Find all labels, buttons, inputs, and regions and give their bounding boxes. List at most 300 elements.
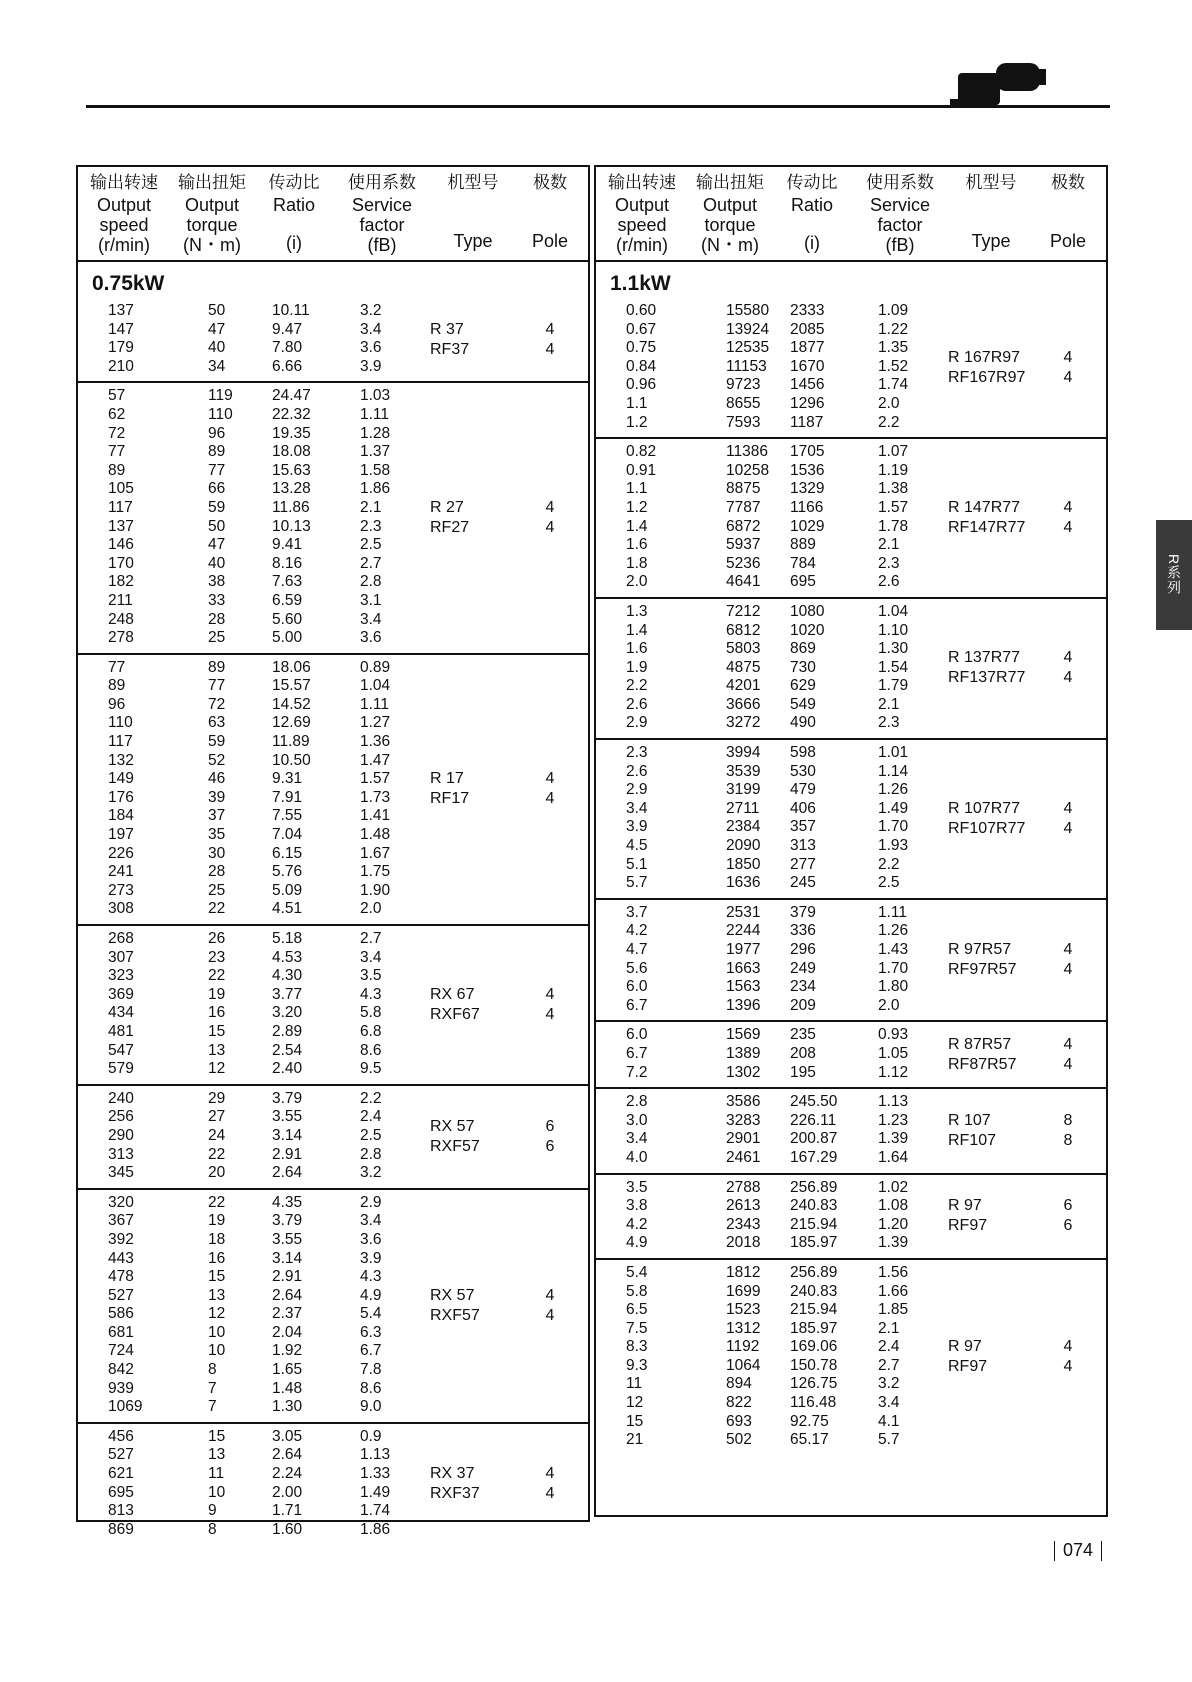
speed-cell: 5.7 bbox=[626, 874, 648, 892]
torque-cell: 39 bbox=[208, 788, 226, 806]
service-factor-cell: 1.13 bbox=[878, 1093, 909, 1111]
type-label: RF17 bbox=[430, 790, 470, 808]
ratio-cell: 549 bbox=[790, 695, 816, 713]
header-cn: 输出扭矩 bbox=[696, 173, 764, 192]
speed-cell: 4.5 bbox=[626, 837, 648, 855]
type-cell bbox=[430, 298, 516, 381]
ratio-cell: 169.06 bbox=[790, 1338, 838, 1356]
speed-cell: 308 bbox=[108, 900, 134, 918]
service-factor-cell: 3.9 bbox=[360, 357, 382, 375]
type-cell bbox=[430, 383, 516, 652]
ratio-cell: 240.83 bbox=[790, 1197, 838, 1215]
service-factor-cell: 2.6 bbox=[878, 573, 900, 591]
torque-cell: 12535 bbox=[726, 339, 770, 357]
ratio-cell: 15.63 bbox=[272, 461, 311, 479]
torque-cell: 96 bbox=[208, 424, 226, 442]
ratio-cell: 245.50 bbox=[790, 1093, 838, 1111]
speed-cell: 12 bbox=[626, 1394, 644, 1412]
speed-cell: 1.4 bbox=[626, 621, 648, 639]
speed-cell: 211 bbox=[108, 591, 133, 609]
service-factor-cell: 1.26 bbox=[878, 922, 909, 940]
torque-cell: 1302 bbox=[726, 1063, 761, 1081]
speed-cell: 6.7 bbox=[626, 996, 648, 1014]
column-header bbox=[170, 167, 254, 260]
type-label: RXF37 bbox=[430, 1485, 480, 1503]
ratio-cell: 730 bbox=[790, 658, 816, 676]
torque-cell: 72 bbox=[208, 695, 226, 713]
pole-label: 4 bbox=[1063, 348, 1073, 366]
service-factor-cell: 1.85 bbox=[878, 1301, 909, 1319]
torque-cell: 15 bbox=[208, 1268, 226, 1286]
ratio-cell: 3.05 bbox=[272, 1427, 303, 1445]
torque-cell: 1699 bbox=[726, 1282, 761, 1300]
header-unit: (N・m) bbox=[183, 235, 241, 255]
ratio-cell: 8.16 bbox=[272, 554, 303, 572]
type-label: RF167R97 bbox=[948, 368, 1026, 386]
speed-cell: 478 bbox=[108, 1268, 134, 1286]
speed-cell: 5.6 bbox=[626, 959, 648, 977]
service-factor-cell: 3.2 bbox=[360, 1164, 382, 1182]
header-en: factor bbox=[877, 215, 923, 235]
service-factor-cell: 5.4 bbox=[360, 1305, 382, 1323]
pole-label: 4 bbox=[1063, 368, 1073, 386]
service-factor-cell: 1.58 bbox=[360, 461, 391, 479]
group-rows bbox=[596, 1175, 948, 1258]
ratio-cell: 7.04 bbox=[272, 826, 303, 844]
torque-cell: 1850 bbox=[726, 855, 761, 873]
type-label: R 137R77 bbox=[948, 649, 1021, 667]
header-en: Service bbox=[351, 195, 413, 215]
pole-cell bbox=[1034, 1022, 1102, 1087]
torque-cell: 59 bbox=[208, 498, 226, 516]
type-cell bbox=[430, 655, 516, 924]
torque-cell: 693 bbox=[726, 1412, 752, 1430]
pole-label: 4 bbox=[545, 1306, 555, 1324]
speed-cell: 1.1 bbox=[626, 394, 648, 412]
service-factor-cell: 9.5 bbox=[360, 1060, 382, 1078]
ratio-cell: 1.30 bbox=[272, 1398, 303, 1416]
pole-label: 4 bbox=[1063, 649, 1073, 667]
header-cn: 使用系数 bbox=[866, 173, 934, 192]
torque-cell: 33 bbox=[208, 591, 226, 609]
torque-cell: 47 bbox=[208, 320, 226, 338]
torque-cell: 3994 bbox=[726, 744, 761, 762]
service-factor-cell: 2.1 bbox=[360, 498, 382, 516]
speed-cell: 11 bbox=[626, 1375, 643, 1393]
header-unit: Type bbox=[971, 231, 1011, 251]
service-factor-cell: 6.7 bbox=[360, 1342, 382, 1360]
ratio-cell: 357 bbox=[790, 818, 816, 836]
header-en: speed bbox=[617, 215, 667, 235]
speed-cell: 0.60 bbox=[626, 302, 657, 319]
group-rows bbox=[596, 439, 948, 597]
ratio-cell: 116.48 bbox=[790, 1394, 837, 1412]
service-factor-cell: 1.11 bbox=[360, 695, 390, 713]
header-unit: Pole bbox=[531, 231, 569, 251]
type-label: RF97 bbox=[948, 1358, 988, 1376]
torque-cell: 15 bbox=[208, 1427, 226, 1445]
type-label: RX 57 bbox=[430, 1286, 475, 1304]
speed-cell: 96 bbox=[108, 695, 126, 713]
speed-cell: 137 bbox=[108, 302, 134, 319]
ratio-cell: 5.76 bbox=[272, 863, 303, 881]
torque-cell: 13 bbox=[208, 1446, 226, 1464]
ratio-cell: 479 bbox=[790, 781, 816, 799]
service-factor-cell: 3.4 bbox=[878, 1394, 900, 1412]
service-factor-cell: 2.0 bbox=[360, 900, 382, 918]
ratio-cell: 1670 bbox=[790, 357, 825, 375]
header-en: Output bbox=[96, 195, 152, 215]
speed-cell: 527 bbox=[108, 1286, 134, 1304]
service-factor-cell: 2.3 bbox=[360, 517, 382, 535]
service-factor-cell: 6.3 bbox=[360, 1323, 382, 1341]
speed-cell: 273 bbox=[108, 881, 134, 899]
service-factor-cell: 7.8 bbox=[360, 1361, 382, 1379]
torque-cell: 5803 bbox=[726, 640, 761, 658]
torque-cell: 18 bbox=[208, 1230, 226, 1248]
table-group bbox=[596, 597, 1106, 738]
torque-cell: 89 bbox=[208, 658, 226, 676]
ratio-cell: 3.79 bbox=[272, 1089, 303, 1107]
ratio-cell: 2.54 bbox=[272, 1041, 303, 1059]
type-label: R 107R77 bbox=[948, 799, 1021, 817]
ratio-cell: 2333 bbox=[790, 302, 825, 319]
header-en: Service bbox=[869, 195, 931, 215]
service-factor-cell: 2.0 bbox=[878, 996, 900, 1014]
speed-cell: 2.0 bbox=[626, 573, 648, 591]
speed-cell: 4.0 bbox=[626, 1148, 648, 1166]
service-factor-cell: 1.39 bbox=[878, 1234, 909, 1252]
pole-cell bbox=[1034, 1175, 1102, 1258]
type-label: RXF67 bbox=[430, 1005, 480, 1023]
torque-cell: 9723 bbox=[726, 376, 761, 394]
speed-cell: 323 bbox=[108, 967, 134, 985]
speed-cell: 367 bbox=[108, 1212, 134, 1230]
ratio-cell: 167.29 bbox=[790, 1148, 838, 1166]
type-label: RXF57 bbox=[430, 1306, 480, 1324]
pole-label: 4 bbox=[1063, 669, 1073, 687]
group-rows bbox=[596, 599, 948, 738]
speed-cell: 210 bbox=[108, 357, 134, 375]
ratio-cell: 2.64 bbox=[272, 1164, 303, 1182]
service-factor-cell: 1.56 bbox=[878, 1263, 909, 1281]
speed-cell: 241 bbox=[108, 863, 134, 881]
service-factor-cell: 3.9 bbox=[360, 1249, 382, 1267]
torque-cell: 27 bbox=[208, 1108, 226, 1126]
torque-cell: 77 bbox=[208, 461, 226, 479]
torque-cell: 10258 bbox=[726, 461, 770, 479]
service-factor-cell: 1.52 bbox=[878, 357, 909, 375]
group-rows bbox=[596, 740, 948, 898]
type-label: RF107 bbox=[948, 1131, 997, 1149]
speed-cell: 1.2 bbox=[626, 413, 648, 431]
pole-label: 4 bbox=[1063, 519, 1073, 537]
torque-cell: 19 bbox=[208, 985, 226, 1003]
torque-cell: 2788 bbox=[726, 1178, 761, 1196]
speed-cell: 2.8 bbox=[626, 1093, 648, 1111]
type-cell bbox=[948, 900, 1034, 1021]
torque-cell: 22 bbox=[208, 1145, 226, 1163]
speed-cell: 4.7 bbox=[626, 941, 648, 958]
speed-cell: 77 bbox=[108, 658, 126, 676]
pole-label: 4 bbox=[545, 1485, 555, 1503]
ratio-cell: 1.65 bbox=[272, 1361, 303, 1379]
service-factor-cell: 1.14 bbox=[878, 762, 909, 780]
speed-cell: 2.9 bbox=[626, 781, 648, 799]
torque-cell: 2901 bbox=[726, 1130, 761, 1148]
speed-cell: 240 bbox=[108, 1089, 134, 1107]
pole-cell bbox=[1034, 900, 1102, 1021]
torque-cell: 26 bbox=[208, 930, 226, 947]
torque-cell: 50 bbox=[208, 302, 226, 319]
type-cell bbox=[948, 439, 1034, 597]
speed-cell: 290 bbox=[108, 1126, 134, 1144]
column-header bbox=[254, 167, 334, 260]
ratio-cell: 2.89 bbox=[272, 1022, 303, 1040]
type-label: RF137R77 bbox=[948, 669, 1026, 687]
torque-cell: 12 bbox=[208, 1305, 226, 1323]
service-factor-cell: 5.7 bbox=[878, 1431, 900, 1449]
ratio-cell: 256.89 bbox=[790, 1178, 838, 1196]
speed-cell: 579 bbox=[108, 1060, 134, 1078]
ratio-cell: 18.06 bbox=[272, 658, 311, 676]
ratio-cell: 1877 bbox=[790, 339, 825, 357]
service-factor-cell: 3.5 bbox=[360, 967, 382, 985]
torque-cell: 30 bbox=[208, 844, 226, 862]
service-factor-cell: 1.30 bbox=[878, 640, 909, 658]
type-label: RF87R57 bbox=[948, 1055, 1017, 1073]
torque-cell: 12 bbox=[208, 1060, 226, 1078]
pole-label: 6 bbox=[545, 1117, 555, 1135]
speed-cell: 3.5 bbox=[626, 1178, 648, 1196]
torque-cell: 4641 bbox=[726, 573, 761, 591]
ratio-cell: 1.71 bbox=[272, 1502, 303, 1520]
gear-motor-icon bbox=[950, 55, 1050, 110]
service-factor-cell: 2.4 bbox=[360, 1108, 382, 1126]
torque-cell: 19 bbox=[208, 1212, 226, 1230]
header-en: torque bbox=[186, 215, 238, 235]
table-group bbox=[596, 1087, 1106, 1172]
torque-cell: 9 bbox=[208, 1502, 217, 1520]
torque-cell: 40 bbox=[208, 339, 226, 357]
service-factor-cell: 1.19 bbox=[878, 461, 909, 479]
ratio-cell: 2.24 bbox=[272, 1465, 303, 1483]
ratio-cell: 195 bbox=[790, 1063, 816, 1081]
pole-label: 4 bbox=[1063, 1358, 1073, 1376]
pole-cell bbox=[1034, 1260, 1102, 1455]
ratio-cell: 2.91 bbox=[272, 1268, 303, 1286]
torque-cell: 34 bbox=[208, 357, 226, 375]
service-factor-cell: 2.0 bbox=[878, 394, 900, 412]
speed-cell: 248 bbox=[108, 610, 134, 628]
torque-cell: 822 bbox=[726, 1394, 752, 1412]
ratio-cell: 10.13 bbox=[272, 517, 311, 535]
torque-cell: 16 bbox=[208, 1004, 226, 1022]
ratio-cell: 7.80 bbox=[272, 339, 303, 357]
service-factor-cell: 4.1 bbox=[878, 1412, 900, 1430]
speed-cell: 1.6 bbox=[626, 640, 648, 658]
service-factor-cell: 1.07 bbox=[878, 443, 909, 461]
type-cell bbox=[430, 1424, 516, 1545]
torque-cell: 22 bbox=[208, 1193, 226, 1211]
service-factor-cell: 1.27 bbox=[360, 714, 391, 732]
torque-cell: 7 bbox=[208, 1379, 217, 1397]
ratio-cell: 5.18 bbox=[272, 930, 303, 947]
service-factor-cell: 2.5 bbox=[878, 874, 900, 892]
torque-cell: 10 bbox=[208, 1323, 226, 1341]
torque-cell: 15 bbox=[208, 1022, 226, 1040]
service-factor-cell: 2.3 bbox=[878, 554, 900, 572]
group-rows bbox=[78, 298, 430, 381]
pole-cell bbox=[516, 383, 584, 652]
torque-cell: 1977 bbox=[726, 941, 761, 958]
type-label: RX 57 bbox=[430, 1117, 475, 1135]
speed-cell: 3.0 bbox=[626, 1111, 648, 1129]
speed-cell: 724 bbox=[108, 1342, 134, 1360]
speed-cell: 2.6 bbox=[626, 762, 648, 780]
service-factor-cell: 3.4 bbox=[360, 610, 382, 628]
service-factor-cell: 2.9 bbox=[360, 1193, 382, 1211]
torque-cell: 2090 bbox=[726, 837, 761, 855]
pole-label: 4 bbox=[1063, 1338, 1073, 1356]
speed-cell: 313 bbox=[108, 1145, 134, 1163]
header-cn: 输出转速 bbox=[608, 173, 676, 192]
type-label: RF97 bbox=[948, 1217, 988, 1235]
pole-label: 4 bbox=[545, 1286, 555, 1304]
header-unit: (fB) bbox=[885, 235, 915, 255]
speed-cell: 1069 bbox=[108, 1398, 143, 1416]
type-label: RF97R57 bbox=[948, 961, 1017, 979]
speed-cell: 179 bbox=[108, 339, 134, 357]
ratio-cell: 15.57 bbox=[272, 677, 311, 695]
speed-cell: 0.82 bbox=[626, 443, 657, 461]
table-0.75kw bbox=[76, 165, 590, 1538]
service-factor-cell: 1.23 bbox=[878, 1111, 909, 1129]
ratio-cell: 249 bbox=[790, 959, 816, 977]
service-factor-cell: 1.66 bbox=[878, 1282, 909, 1300]
ratio-cell: 313 bbox=[790, 837, 816, 855]
speed-cell: 481 bbox=[108, 1022, 134, 1040]
ratio-cell: 126.75 bbox=[790, 1375, 838, 1393]
torque-cell: 11 bbox=[208, 1465, 225, 1483]
table-group bbox=[78, 1422, 588, 1545]
torque-cell: 59 bbox=[208, 733, 226, 751]
ratio-cell: 2.64 bbox=[272, 1286, 303, 1304]
torque-cell: 4201 bbox=[726, 677, 761, 695]
speed-cell: 547 bbox=[108, 1041, 134, 1059]
header-cn: 传动比 bbox=[786, 173, 838, 192]
pole-label: 6 bbox=[1063, 1197, 1073, 1215]
ratio-cell: 3.55 bbox=[272, 1230, 303, 1248]
table-group bbox=[78, 1188, 588, 1422]
service-factor-cell: 2.2 bbox=[878, 413, 900, 431]
header-cn: 传动比 bbox=[268, 173, 320, 192]
ratio-cell: 379 bbox=[790, 903, 816, 921]
ratio-cell: 24.47 bbox=[272, 387, 311, 405]
ratio-cell: 1.48 bbox=[272, 1379, 303, 1397]
torque-cell: 37 bbox=[208, 807, 226, 825]
ratio-cell: 13.28 bbox=[272, 480, 311, 498]
service-factor-cell: 3.2 bbox=[878, 1375, 900, 1393]
service-factor-cell: 2.5 bbox=[360, 1126, 382, 1144]
speed-cell: 813 bbox=[108, 1502, 134, 1520]
service-factor-cell: 1.01 bbox=[878, 744, 909, 762]
service-factor-cell: 1.47 bbox=[360, 751, 391, 769]
torque-cell: 35 bbox=[208, 826, 226, 844]
service-factor-cell: 1.04 bbox=[360, 677, 391, 695]
speed-cell: 443 bbox=[108, 1249, 134, 1267]
ratio-cell: 7.55 bbox=[272, 807, 303, 825]
ratio-cell: 208 bbox=[790, 1044, 816, 1062]
pole-cell bbox=[1034, 439, 1102, 597]
speed-cell: 57 bbox=[108, 387, 126, 405]
torque-cell: 3283 bbox=[726, 1111, 761, 1129]
torque-cell: 11153 bbox=[726, 357, 767, 375]
ratio-cell: 6.59 bbox=[272, 591, 303, 609]
table-group bbox=[596, 898, 1106, 1021]
torque-cell: 5937 bbox=[726, 536, 761, 554]
speed-cell: 681 bbox=[108, 1323, 134, 1341]
ratio-cell: 185.97 bbox=[790, 1319, 838, 1337]
ratio-cell: 1029 bbox=[790, 517, 825, 535]
speed-cell: 137 bbox=[108, 517, 134, 535]
service-factor-cell: 1.05 bbox=[878, 1044, 909, 1062]
speed-cell: 170 bbox=[108, 554, 134, 572]
service-factor-cell: 1.11 bbox=[878, 903, 908, 921]
speed-cell: 5.1 bbox=[626, 855, 648, 873]
ratio-cell: 695 bbox=[790, 573, 816, 591]
group-rows bbox=[596, 1089, 948, 1172]
speed-cell: 5.4 bbox=[626, 1263, 648, 1281]
column-header bbox=[334, 167, 430, 260]
type-cell bbox=[948, 1089, 1034, 1172]
service-factor-cell: 2.7 bbox=[878, 1356, 900, 1374]
speed-cell: 226 bbox=[108, 844, 134, 862]
pole-label: 4 bbox=[545, 1465, 555, 1483]
pole-cell bbox=[516, 926, 584, 1084]
header-cn: 机型号 bbox=[447, 173, 499, 192]
torque-cell: 1663 bbox=[726, 959, 761, 977]
speed-cell: 369 bbox=[108, 985, 134, 1003]
ratio-cell: 5.09 bbox=[272, 881, 303, 899]
type-cell bbox=[948, 298, 1034, 437]
speed-cell: 6.5 bbox=[626, 1301, 648, 1319]
service-factor-cell: 1.74 bbox=[878, 376, 909, 394]
torque-cell: 1396 bbox=[726, 996, 761, 1014]
ratio-cell: 245 bbox=[790, 874, 816, 892]
table-group bbox=[596, 298, 1106, 437]
page-number: 074 bbox=[1046, 1540, 1110, 1561]
speed-cell: 182 bbox=[108, 573, 134, 591]
speed-cell: 695 bbox=[108, 1483, 134, 1501]
torque-cell: 8875 bbox=[726, 480, 761, 498]
speed-cell: 15 bbox=[626, 1412, 644, 1430]
service-factor-cell: 6.8 bbox=[360, 1022, 382, 1040]
speed-cell: 1.6 bbox=[626, 536, 648, 554]
torque-cell: 1569 bbox=[726, 1026, 761, 1044]
ratio-cell: 209 bbox=[790, 996, 816, 1014]
column-header bbox=[430, 167, 516, 260]
torque-cell: 1064 bbox=[726, 1356, 761, 1374]
torque-cell: 28 bbox=[208, 863, 226, 881]
service-factor-cell: 1.78 bbox=[878, 517, 909, 535]
header-en: torque bbox=[704, 215, 756, 235]
type-label: R 27 bbox=[430, 499, 464, 517]
header-cn: 极数 bbox=[533, 173, 567, 192]
service-factor-cell: 1.64 bbox=[878, 1148, 909, 1166]
torque-cell: 8 bbox=[208, 1520, 217, 1538]
ratio-cell: 14.52 bbox=[272, 695, 311, 713]
